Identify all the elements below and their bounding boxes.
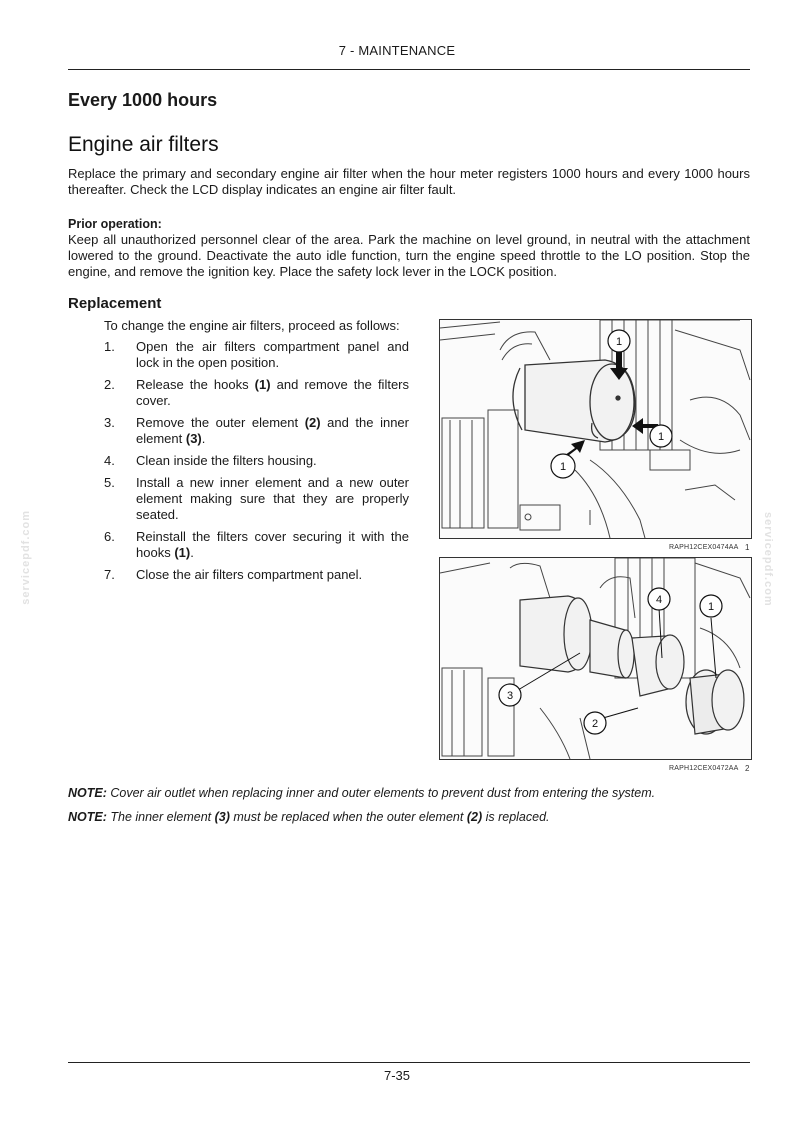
step-item: [104, 377, 409, 409]
figure-2-number: 2: [745, 764, 750, 773]
step-text: Open the air filters compartment panel and lock in the open position.: [136, 339, 409, 370]
steps-intro: To change the engine air filters, proceed as follows:: [104, 318, 400, 333]
note-text: is replaced.: [482, 810, 550, 824]
step-ref: (1): [254, 377, 271, 392]
intro-paragraph: Replace the primary and secondary engine air filter when the hour meter registers 1000 hours and every 1000 hours thereafter. Check the LCD display indicates an engine air filter fault.: [68, 166, 750, 197]
step-item: [104, 339, 409, 371]
callout-label: 1: [657, 431, 665, 443]
note-text: Cover air outlet when replacing inner and outer elements to prevent dust from entering the system.: [106, 786, 656, 800]
note-ref: (3): [214, 810, 230, 824]
step-ref: (3): [185, 431, 202, 446]
step-number: 2.: [104, 377, 115, 392]
topic-title: Engine air filters: [68, 133, 219, 156]
steps-list: [104, 339, 409, 589]
figure-1-number: 1: [745, 543, 750, 552]
step-text: Install a new inner element and a new outer element making sure that they are properly seated.: [136, 475, 409, 522]
prior-operation-label: Prior operation:: [68, 217, 162, 231]
note-text: The inner element: [106, 810, 215, 824]
step-text: and remove the filters cover.: [136, 377, 410, 408]
callout-label: 3: [506, 690, 514, 702]
step-text: Reinstall the filters cover securing it with the hooks: [136, 529, 409, 560]
figure-1-illustration: [440, 320, 751, 538]
step-number: 1.: [104, 339, 115, 354]
step-text: .: [201, 431, 206, 446]
callout-label: 4: [655, 594, 663, 606]
note-label: NOTE:: [68, 810, 107, 824]
step-text: Clean inside the filters housing.: [136, 453, 317, 468]
step-ref: (2): [304, 415, 321, 430]
callout-label: 1: [707, 601, 715, 613]
note-label: NOTE:: [68, 786, 107, 800]
note-text: must be replaced when the outer element: [229, 810, 467, 824]
header-rule: [68, 69, 750, 70]
watermark-left: servicepdf.com: [20, 510, 32, 605]
step-number: 7.: [104, 567, 115, 582]
note-ref: (2): [466, 810, 483, 824]
step-number: 5.: [104, 475, 115, 490]
step-number: 3.: [104, 415, 115, 430]
step-number: 4.: [104, 453, 115, 468]
note-cover-air-outlet: [68, 785, 750, 801]
step-text: Remove the outer element: [136, 415, 305, 430]
step-item: [104, 415, 409, 447]
step-item: [104, 529, 409, 561]
figure-2-reference: RAPH12CEX0472AA: [669, 765, 739, 772]
step-item: [104, 475, 409, 523]
step-text: Close the air filters compartment panel.: [136, 567, 363, 582]
callout-label: 1: [615, 336, 623, 348]
note-inner-element: [68, 809, 750, 825]
step-text: and the inner element: [136, 415, 409, 446]
step-item: [104, 453, 409, 469]
step-text: Release the hooks: [136, 377, 255, 392]
replacement-title: Replacement: [68, 295, 162, 312]
step-item: [104, 567, 409, 583]
callout-label: 1: [559, 461, 567, 473]
step-number: 6.: [104, 529, 115, 544]
watermark-right: servicepdf.com: [762, 512, 774, 607]
step-ref: (1): [174, 545, 191, 560]
figure-2-illustration: [440, 558, 751, 759]
callout-label: 2: [591, 718, 599, 730]
figure-1-reference: RAPH12CEX0474AA: [669, 544, 739, 551]
figure-2-filter-elements: [439, 557, 752, 760]
prior-operation-text: Keep all unauthorized personnel clear of the area. Park the machine on level ground, in neutral with the attachment lowered to the ground. Deactivate the auto idle function, turn the engine speed throttle to the LO position. Stop the engine, and remove the ignition key. Place the safety lock lever in the LOCK position.: [68, 232, 750, 279]
footer-rule: [68, 1062, 750, 1063]
figure-1-air-filter-hooks: [439, 319, 752, 539]
page-number: 7-35: [383, 1068, 411, 1083]
step-text: .: [190, 545, 194, 560]
running-header: 7 - MAINTENANCE: [338, 43, 456, 58]
section-title: Every 1000 hours: [68, 90, 218, 110]
